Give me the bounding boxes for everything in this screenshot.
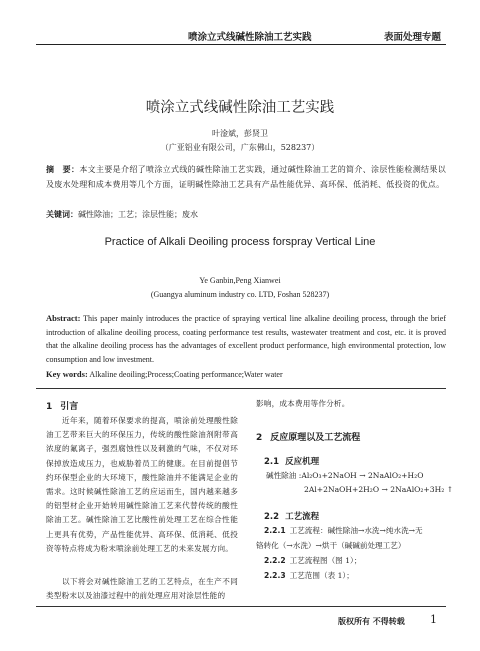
item-text: 工艺范围（表 1）； [289, 571, 354, 580]
section-heading-principle [256, 430, 360, 443]
front-matter-rule [36, 388, 446, 389]
running-header-title: 喷涂立式线碱性除油工艺实践 [188, 32, 312, 43]
section-number: 2 [256, 433, 263, 443]
cn-abstract-label: 摘 要： [46, 165, 80, 174]
subsection-title: 工艺流程 [285, 512, 320, 522]
subsection-heading-mechanism [264, 455, 319, 467]
en-abstract-text: This paper mainly introduces the practice of spraying vertical line alkaline deoiling process, through the brief introduction of alkaline deoiling process, coating performance test results, wastewater treatment and cost, etc. it is proved that the alkaline deoiling process has the advantages of excellent product performance, high environmental protection, low consumption and low investment. [46, 314, 446, 364]
cn-paper-title: 喷涂立式线碱性除油工艺实践 [145, 100, 335, 116]
right-col-continuation: 影响，成本费用等作分析。 [256, 399, 350, 408]
process-item-1-continued: 铬转化（→水洗）→烘干（碱碱前处理工艺） [256, 541, 406, 550]
cn-abstract [46, 163, 446, 192]
intro-paragraph-2: 以下将会对碱性除油工艺的工艺特点，在生产不同类型粉末以及油漆过程中的前处理应用对涂层性能的 [46, 577, 238, 601]
cn-keywords-label: 关键词： [46, 210, 78, 219]
subsection-number: 2.1 [264, 457, 280, 467]
item-text: 工艺流程图（图 1）； [289, 556, 362, 565]
reaction-equation-2: 2Al+2NaOH+2H₂O → 2NaAlO₂+3H₂ ↑ [304, 485, 454, 494]
intro-paragraph-1: 近年来，随着环保要求的提高，喷涂前处理酸性除油工艺带来巨大的环保压力，传统的酸性除油剂附带高浓度的氟离子，强烈腐蚀性以及刺激的气味，不仅对环保掉放造成压力，也威胁着员工的健康。在目前提倡节约环保型企业的大环境下，酸性除油并不能满足企业的需求。这时候碱性除油工艺的应运而生，国内越来越多的铝型材企业开始转用碱性除油工艺来代替传统的酸性除油工艺。碱性除油工艺比酸性前处理工艺在综合性能上更具有优势，产品性能优异、高环保、低消耗、低投资等特点将成为粉末喷涂前处理工艺的未来发展方向。 [46, 416, 238, 553]
en-affiliation: (Guangya aluminum industry co. LTD, Foshan 528237) [150, 290, 330, 299]
item-number: 2.2.2 [264, 556, 286, 565]
item-text: 工艺流程：碱性除油→水洗→纯水洗→无 [289, 526, 423, 535]
en-keywords [46, 369, 446, 379]
footer-copyright: 版权所有 不得转载 [338, 616, 405, 626]
header-rule [36, 44, 446, 45]
cn-keywords-text: 碱性除油；工艺；涂层性能；废水 [78, 210, 198, 219]
en-abstract-label: Abstract: [46, 313, 81, 323]
cn-affiliation: （广亚铝业有限公司，广东佛山，528237） [160, 143, 320, 152]
process-item-2 [264, 555, 361, 566]
en-abstract [46, 312, 446, 366]
cn-authors: 叶淦斌，彭贤卫 [212, 129, 268, 138]
section-heading-intro [46, 399, 78, 412]
item-number: 2.2.3 [264, 571, 286, 580]
section-number: 1 [46, 402, 53, 412]
item-number: 2.2.1 [264, 526, 286, 535]
en-authors: Ye Ganbin,Peng Xianwei [199, 276, 281, 285]
running-header-section: 表面处理专题 [384, 32, 442, 43]
subsection-heading-process [264, 510, 319, 522]
cn-keywords [46, 209, 446, 220]
process-item-3 [264, 570, 354, 581]
subsection-title: 反应机理 [285, 457, 320, 467]
process-item-1 [264, 525, 423, 536]
section-title: 引言 [60, 402, 79, 412]
subsection-number: 2.2 [264, 512, 280, 522]
reaction-equation-1: 碱性除油 :Al₂O₃+2NaOH → 2NaAlO₂+H₂O [266, 471, 424, 480]
cn-abstract-text: 本文主要是介绍了喷涂立式线的碱性除油工艺实践，通过碱性除油工艺的简介、涂层性能检测结果以及废水处理和成本费用等几个方面，证明碱性除油工艺具有产品性能优异、高环保、低消耗、低投资的优点。 [46, 165, 446, 189]
page-number: 1 [430, 613, 437, 626]
en-paper-title: Practice of Alkali Deoiling process forspray Vertical Line [104, 236, 376, 248]
section-title: 反应原理以及工艺流程 [270, 433, 361, 443]
footer-rule [36, 606, 446, 607]
en-keywords-label: Key words: [46, 369, 88, 379]
en-keywords-text: Alkaline deoiling;Process;Coating performance;Water water [89, 370, 283, 379]
